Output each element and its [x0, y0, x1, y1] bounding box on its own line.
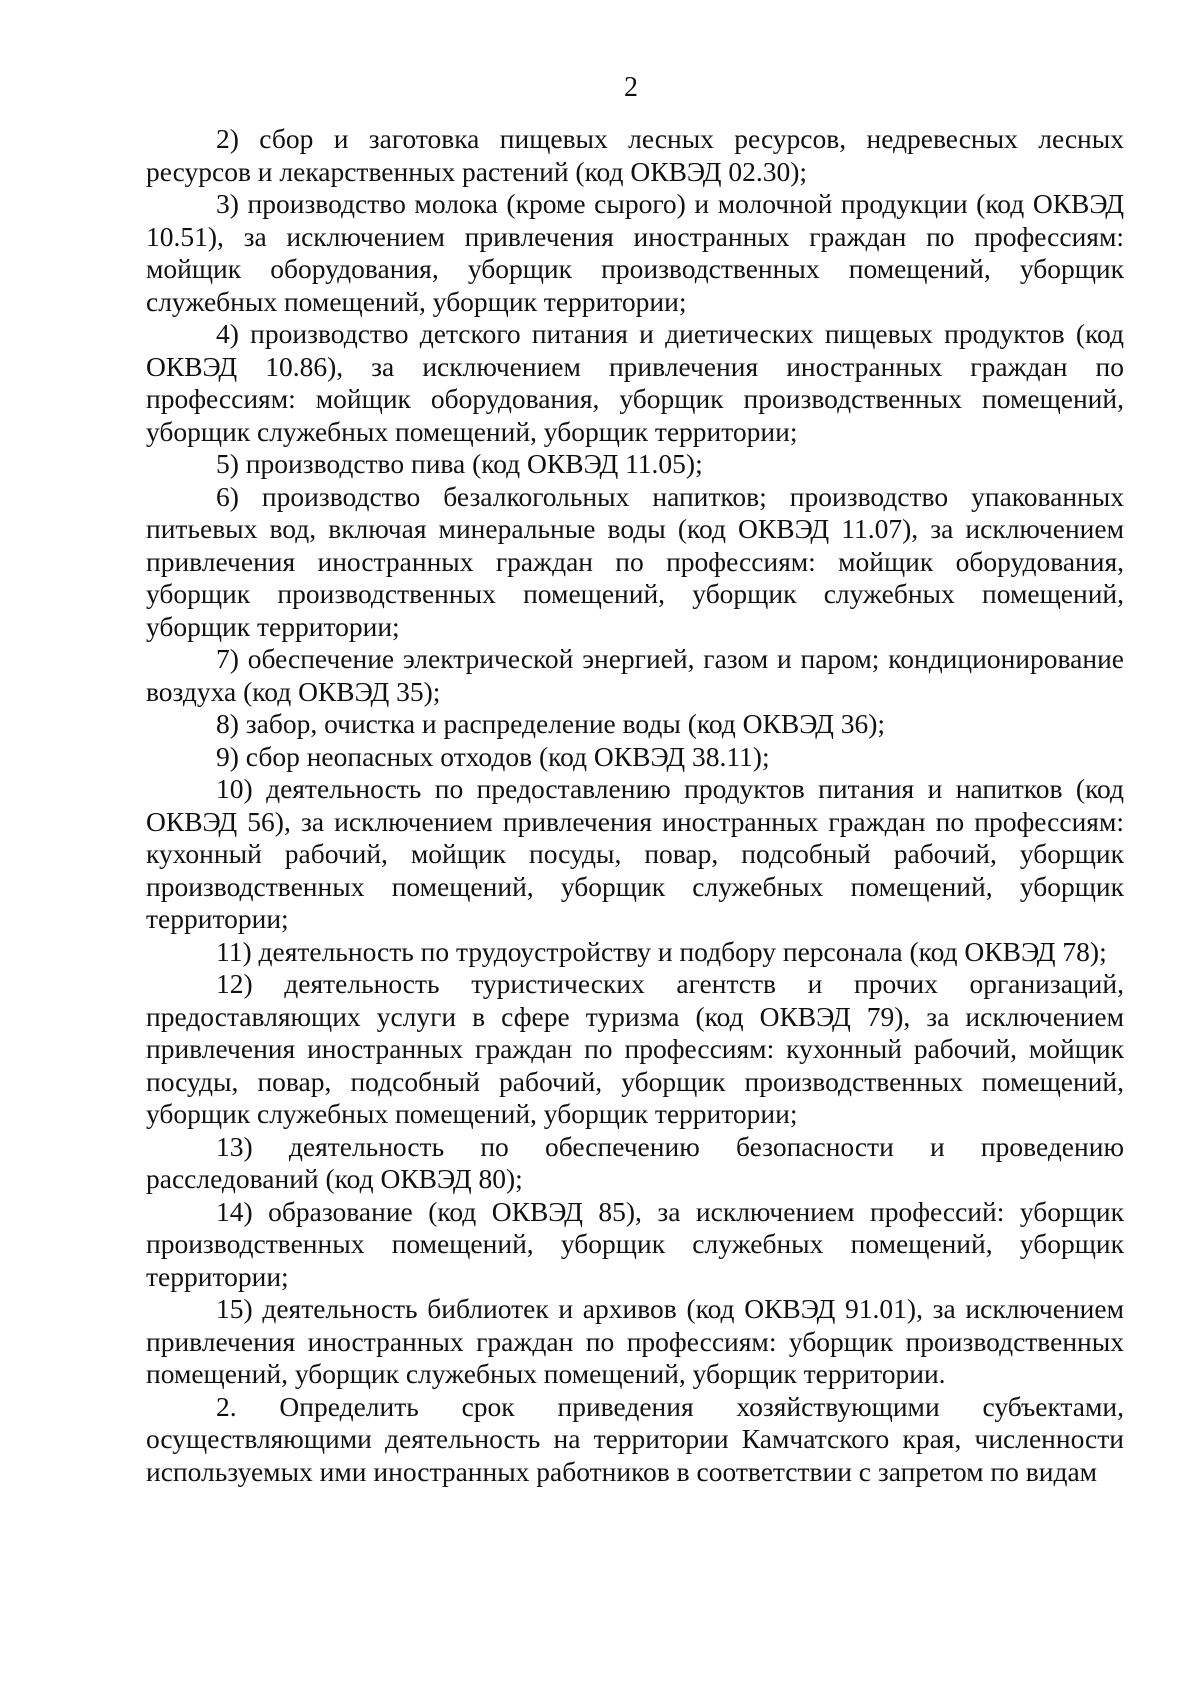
list-item-4: 4) производство детского питания и диетических пищевых продуктов (код ОКВЭД 10.86), за исключением привлечения иностранных граждан по профессиям: мойщик оборудования, уборщик производственных помещений, уборщик служебных помещений, уборщик территории; — [146, 318, 1124, 447]
list-item-2: 2) сбор и заготовка пищевых лесных ресурсов, недревесных лесных ресурсов и лекарственных растений (код ОКВЭД 02.30); — [146, 123, 1124, 187]
list-item-8: 8) забор, очистка и распределение воды (код ОКВЭД 36); — [216, 708, 885, 739]
list-item-15: 15) деятельность библиотек и архивов (код ОКВЭД 91.01), за исключением привлечения иностранных граждан по профессиям: уборщик производственных помещений, уборщик служебных помещений, уборщик территории. — [146, 1293, 1124, 1389]
list-item-13: 13) деятельность по обеспечению безопасности и проведению расследований (код ОКВЭД 80); — [146, 1130, 1124, 1194]
list-item-6: 6) производство безалкогольных напитков; производство упакованных питьевых вод, включая минеральные воды (код ОКВЭД 11.07), за исключением привлечения иностранных граждан по профессиям: мойщик оборудования, уборщик производственных помещений, уборщик служебных помещений, уборщик территории; — [146, 480, 1124, 642]
list-item-5: 5) производство пива (код ОКВЭД 11.05); — [216, 448, 703, 479]
list-item-9: 9) сбор неопасных отходов (код ОКВЭД 38.11); — [216, 740, 770, 772]
list-item-11: 11) деятельность по трудоустройству и подбору персонала (код ОКВЭД 78); — [216, 935, 1107, 967]
list-item-7: 7) обеспечение электрической энергией, газом и паром; кондиционирование воздуха (код ОКВЭД 35); — [146, 643, 1124, 707]
list-item-10: 10) деятельность по предоставлению продуктов питания и напитков (код ОКВЭД 56), за исключением привлечения иностранных граждан по профессиям: кухонный рабочий, мойщик посуды, повар, подсобный рабочий, уборщик производственных помещений, уборщик служебных помещений, уборщик территории; — [146, 773, 1124, 934]
page-number: 2 — [624, 72, 638, 103]
section-2-paragraph: 2. Определить срок приведения хозяйствующими субъектами, осуществляющими деятельность на территории Камчатского края, численности используемых ими иностранных работников в соответствии с запретом по видам — [146, 1390, 1124, 1487]
document-body — [146, 123, 1124, 1488]
list-item-3: 3) производство молока (кроме сырого) и молочной продукции (код ОКВЭД 10.51), за исключением привлечения иностранных граждан по профессиям: мойщик оборудования, уборщик производственных помещений, уборщик служебных помещений, уборщик территории; — [146, 188, 1124, 317]
list-item-12: 12) деятельность туристических агентств и прочих организаций, предоставляющих услуги в сфере туризма (код ОКВЭД 79), за исключением привлечения иностранных граждан по профессиям: кухонный рабочий, мойщик посуды, повар, подсобный рабочий, уборщик производственных помещений, уборщик служебных помещений, уборщик территории; — [146, 968, 1124, 1129]
list-item-14: 14) образование (код ОКВЭД 85), за исключением профессий: уборщик производственных помещений, уборщик служебных помещений, уборщик территории; — [146, 1195, 1124, 1292]
